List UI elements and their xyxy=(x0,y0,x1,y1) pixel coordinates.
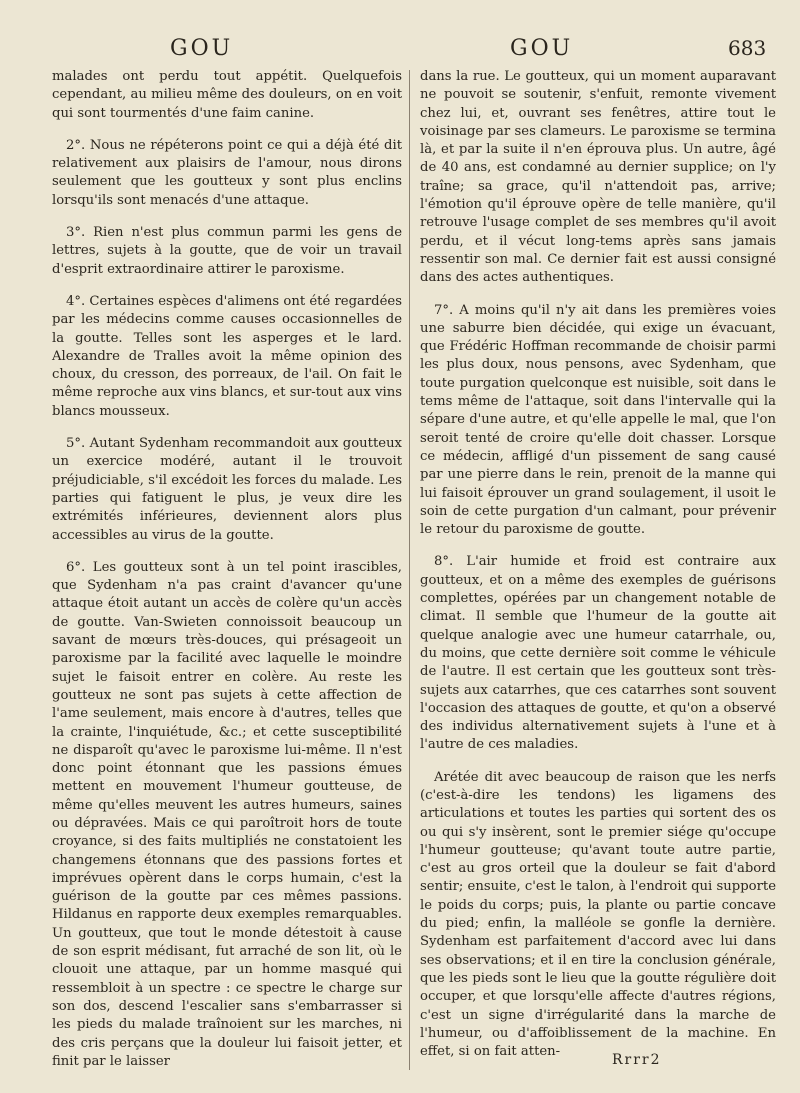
paragraph: 6°. Les goutteux sont à un tel point irascibles, que Sydenham n'a pas craint d'avancer qu'une attaque étoit autant un accès de colère qu'un accès de goutte. Van-Swieten connoissoit beaucoup un savant de mœurs très-douces, qui présageoit un paroxisme par la facilité avec laquelle le moindre sujet le faisoit entrer en colère. Au reste les goutteux ne sont pas sujets à cette affection de l'ame seulement, mais encore à d'autres, telles que la crainte, l'inquiétude, &c.; et cette susceptibilité ne disparoît qu'avec le paroxisme lui-même. Il n'est donc point étonnant que les passions émues mettent en mouvement l'humeur goutteuse, de même qu'elles meuvent les autres humeurs, saines ou dépravées. Mais ce qui paroîtroit hors de toute croyance, si des faits multipliés ne constatoient les changemens étonnans que des passions fortes et imprévues opèrent dans le corps humain, c'est la guérison de la goutte par ces mêmes passions. Hildanus en rapporte deux exemples remarquables. Un goutteux, que tout le monde détestoit à cause de son esprit médisant, fut arraché de son lit, où le clouoit une attaque, par un homme masqué qui ressembloit à un spectre : ce spectre le charge sur son dos, descend l'escalier sans s'embarrasser si les pieds du malade traînoient sur les marches, ni des cris perçans que la douleur lui faisoit jetter, et finit par le laisser xyxy=(52,559,402,1069)
header-right-word: GOU xyxy=(510,36,574,61)
paragraph: Arétée dit avec beaucoup de raison que les nerfs (c'est-à-dire les tendons) les ligamens des articulations et toutes les parties qui sortent des os ou qui s'y insèrent, sont le premier siége qu'occupe l'humeur goutteuse; qu'avant toute autre partie, c'est au gros orteil que la douleur se fait d'abord sentir; ensuite, c'est le talon, à l'endroit qui supporte le poids du corps; puis, la plante ou partie concave du pied; enfin, la malléole se gonfle la dernière. Sydenham est parfaitement d'accord avec lui dans ses observations; et il en tire la conclusion générale, que les pieds sont le lieu que la goutte régulière doit occuper, et que lorsqu'elle affecte d'autres régions, c'est un signe d'irrégularité dans la marche de l'humeur, ou d'affoiblissement de la machine. En effet, si on fait atten- xyxy=(420,769,776,1060)
paragraph: 2°. Nous ne répéterons point ce qui a déjà été dit relativement aux plaisirs de l'amour, nous dirons seulement que les goutteux y sont plus enclins lorsqu'ils sont menacés d'une attaque. xyxy=(52,137,402,208)
signature-mark: Rrrr2 xyxy=(612,1052,662,1068)
column-divider xyxy=(409,70,410,1070)
page-number: 683 xyxy=(728,36,767,60)
paragraph: 3°. Rien n'est plus commun parmi les gens de lettres, sujets à la goutte, que de voir un travail d'esprit extraordinaire attirer le paroxisme. xyxy=(52,225,402,277)
paragraph: dans la rue. Le goutteux, qui un moment auparavant ne pouvoit se soutenir, s'enfuit, remonte vivement chez lui, et, ouvrant ses fenêtres, attire tout le voisinage par ses clameurs. Le paroxisme se termina là, et par la suite il n'en éprouva plus. Un autre, âgé de 40 ans, est condamné au dernier supplice; on l'y traîne; sa grace, qu'il n'attendoit pas, arrive; l'émotion qu'il éprouve opère de telle manière, qu'il retrouve l'usage complet de ses membres qu'il avoit perdu, et il vécut long-tems après sans jamais ressentir son mal. Ce dernier fait est aussi consigné dans des actes authentiques. xyxy=(420,69,776,286)
running-header xyxy=(0,36,800,66)
paragraph: 8°. L'air humide et froid est contraire aux goutteux, et on a même des exemples de guérisons complettes, opérées par un changement notable de climat. Il semble que l'humeur de la goutte ait quelque analogie avec une humeur catarrhale, ou, du moins, que cette dernière soit comme le véhicule de l'autre. Il est certain que les goutteux sont très-sujets aux catarrhes, que ces catarrhes sont souvent l'occasion des attaques de goutte, et qu'on a observé des individus alternativement sujets à l'une et à l'autre de ces maladies. xyxy=(420,554,776,753)
paragraph: 4°. Certaines espèces d'alimens ont été regardées par les médecins comme causes occasionnelles de la goutte. Telles sont les asperges et le lard. Alexandre de Tralles avoit la même opinion des choux, du cresson, des porreaux, de l'ail. On fait le même reproche aux vins blancs, et sur-tout aux vins blancs mousseux. xyxy=(52,293,402,419)
left-column xyxy=(52,68,402,1085)
header-left-word: GOU xyxy=(170,36,234,61)
paragraph: 5°. Autant Sydenham recommandoit aux goutteux un exercice modéré, autant il le trouvoit préjudiciable, s'il excédoit les forces du malade. Les parties qui fatiguent le plus, je veux dire les extrémités inférieures, deviennent alors plus accessibles au virus de la goutte. xyxy=(52,436,402,543)
right-column xyxy=(420,68,776,1075)
paragraph: malades ont perdu tout appétit. Quelquefois cependant, au milieu même des douleurs, on en voit qui sont tourmentés d'une faim canine. xyxy=(52,69,402,121)
paragraph: 7°. A moins qu'il n'y ait dans les premières voies une saburre bien décidée, qui exige un évacuant, que Frédéric Hoffman recommande de choisir parmi les plus doux, nous pensons, avec Sydenham, que toute purgation quelconque est nuisible, soit dans le tems même de l'attaque, soit dans l'intervalle qui la sépare d'une autre, et qu'elle appelle le mal, que l'on seroit tenté de croire qu'elle doit chasser. Lorsque ce médecin, affligé d'un pissement de sang causé par une pierre dans le rein, prenoit de la manne qui lui faisoit éprouver un grand soulagement, il usoit le soin de cette purgation d'un calmant, pour prévenir le retour du paroxisme de goutte. xyxy=(420,302,776,538)
